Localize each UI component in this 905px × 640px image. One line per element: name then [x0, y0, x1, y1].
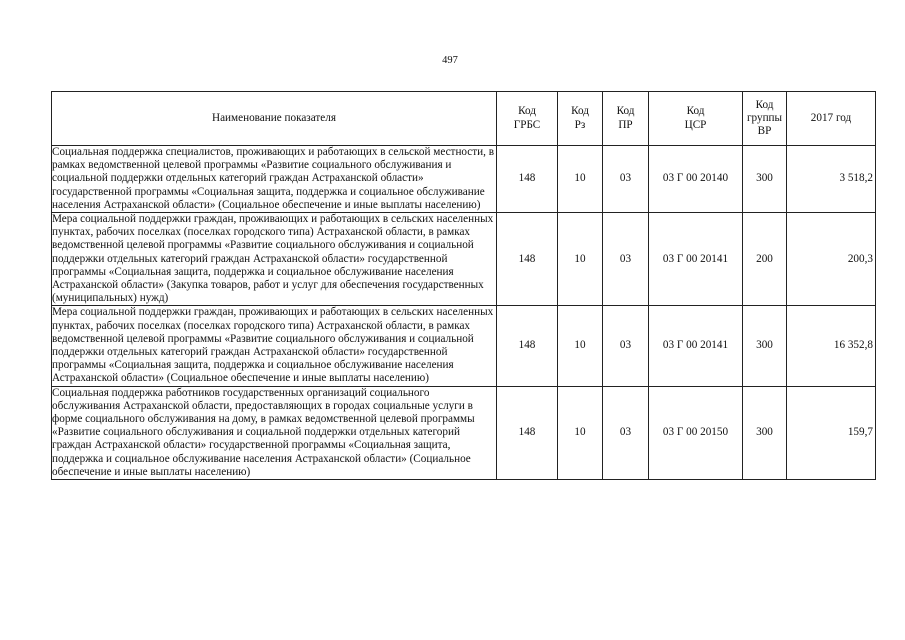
table-row — [52, 146, 876, 213]
row-grbs: 148 — [497, 386, 558, 479]
row-amount: 159,7 — [787, 386, 876, 479]
header-year: 2017 год — [787, 92, 876, 146]
header-rz-line-1: Код — [571, 105, 589, 118]
row-vr: 300 — [743, 306, 787, 386]
header-vr — [743, 92, 787, 146]
header-vr-line-1: Код — [755, 98, 774, 111]
header-grbs — [497, 92, 558, 146]
row-name: Социальная поддержка работников государственных организаций социального обслуживания Астраханской области, предоставляющих в городах социальные услуги в форме социального обслуживания на дому, в рамках ведомственной целевой программы «Развитие социального обслуживания и социальной поддержки отдельных категорий граждан Астраханской области» государственной программы «Социальная защита, поддержка и социальное обслуживание населения Астраханской области» (Социальное обеспечение и иные выплаты населению) — [52, 386, 497, 479]
header-pr-line-1: Код — [616, 105, 635, 118]
row-amount: 200,3 — [787, 213, 876, 306]
row-vr: 300 — [743, 146, 787, 213]
table-row — [52, 213, 876, 306]
header-vr-line-2: группы — [746, 111, 783, 124]
row-amount: 16 352,8 — [787, 306, 876, 386]
row-vr: 300 — [743, 386, 787, 479]
header-rz — [558, 92, 603, 146]
header-csr — [649, 92, 743, 146]
header-csr-line-1: Код — [686, 105, 705, 118]
header-grbs-line-1: Код — [518, 105, 536, 118]
row-pr: 03 — [603, 306, 649, 386]
header-csr-line-2: ЦСР — [684, 118, 707, 131]
header-rz-line-2: Рз — [574, 118, 586, 131]
row-pr: 03 — [603, 213, 649, 306]
table-row — [52, 306, 876, 386]
row-rz: 10 — [558, 213, 603, 306]
table-header-row — [52, 92, 876, 146]
header-name: Наименование показателя — [52, 92, 497, 146]
row-amount: 3 518,2 — [787, 146, 876, 213]
row-grbs: 148 — [497, 146, 558, 213]
header-pr — [603, 92, 649, 146]
row-csr: 03 Г 00 20140 — [649, 146, 743, 213]
row-pr: 03 — [603, 146, 649, 213]
table-row — [52, 386, 876, 479]
row-csr: 03 Г 00 20141 — [649, 213, 743, 306]
row-grbs: 148 — [497, 306, 558, 386]
header-grbs-line-2: ГРБС — [513, 118, 541, 131]
budget-table — [51, 91, 876, 480]
row-csr: 03 Г 00 20141 — [649, 306, 743, 386]
row-name: Мера социальной поддержки граждан, проживающих и работающих в сельских населенных пунктах, рабочих поселках (поселках городского типа) Астраханской области, в рамках ведомственной целевой программы «Развитие социального обслуживания и социальной поддержки отдельных категорий граждан Астраханской области» государственной программы «Социальная защита, поддержка и социальное обслуживание населения Астраханской области» (Закупка товаров, работ и услуг для обеспечения государственных (муниципальных) нужд) — [52, 213, 497, 306]
row-pr: 03 — [603, 386, 649, 479]
header-pr-line-2: ПР — [618, 118, 633, 131]
row-rz: 10 — [558, 146, 603, 213]
row-name: Мера социальной поддержки граждан, проживающих и работающих в сельских населенных пунктах, рабочих поселках (поселках городского типа) Астраханской области, в рамках ведомственной целевой программы «Развитие социального обслуживания и социальной поддержки отдельных категорий граждан Астраханской области» государственной программы «Социальная защита, поддержка и социальное обслуживание населения Астраханской области» (Социальное обеспечение и иные выплаты населению) — [52, 306, 497, 386]
header-vr-line-3: ВР — [757, 125, 772, 138]
page-number: 497 — [442, 55, 458, 66]
row-csr: 03 Г 00 20150 — [649, 386, 743, 479]
row-rz: 10 — [558, 306, 603, 386]
row-grbs: 148 — [497, 213, 558, 306]
row-rz: 10 — [558, 386, 603, 479]
row-name: Социальная поддержка специалистов, проживающих и работающих в сельской местности, в рамках ведомственной целевой программы «Развитие социального обслуживания и социальной поддержки отдельных категорий граждан Астраханской области» государственной программы «Социальная защита, поддержка и социальное обслуживание населения Астраханской области» (Социальное обеспечение и иные выплаты населению) — [52, 146, 497, 213]
row-vr: 200 — [743, 213, 787, 306]
